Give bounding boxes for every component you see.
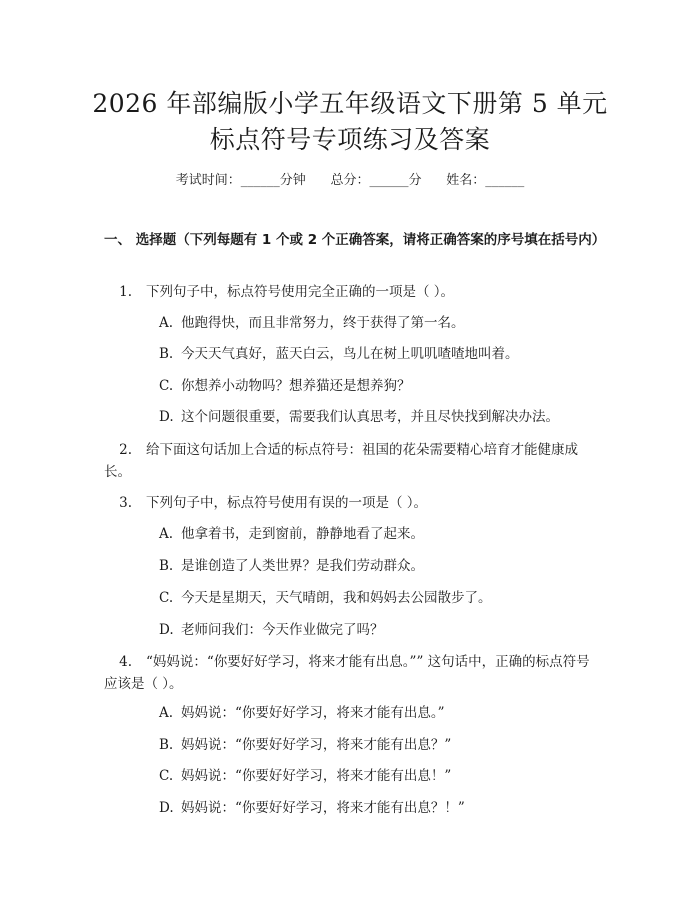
question-1-option-b	[159, 344, 599, 364]
option-letter: D.	[159, 409, 174, 425]
question-4-option-c	[159, 766, 599, 786]
question-4-option-b	[159, 735, 599, 755]
option-letter: D.	[159, 622, 174, 638]
option-letter: B.	[159, 346, 174, 362]
question-number: 2.	[119, 442, 132, 458]
option-letter: A.	[159, 705, 174, 721]
section-heading: 一、 选择题（下列每题有 1 个或 2 个正确答案，请将正确答案的序号填在括号内）	[104, 232, 606, 248]
option-text: 妈妈说：“你要好好学习，将来才能有出息。”	[181, 705, 445, 721]
question-3-option-d	[159, 620, 599, 640]
question-text: 给下面这句话加上合适的标点符号：祖国的花朵需要精心培育才能健康成长。	[104, 442, 578, 480]
option-letter: B.	[159, 737, 174, 753]
option-text: 今天是星期天，天气晴朗，我和妈妈去公园散步了。	[181, 590, 492, 606]
question-1-option-c	[159, 376, 599, 396]
question-number: 1.	[119, 284, 132, 300]
question-number: 3.	[119, 495, 132, 511]
question-text: 下列句子中，标点符号使用有误的一项是（ ）。	[146, 495, 428, 511]
option-letter: A.	[159, 526, 174, 542]
option-text: 是谁创造了人类世界？是我们劳动群众。	[181, 558, 424, 574]
exam-info-line: 考试时间：______分钟 总分：______分 姓名：______	[175, 173, 525, 188]
option-text: 他拿着书，走到窗前，静静地看了起来。	[181, 526, 424, 542]
option-letter: A.	[159, 315, 174, 331]
question-2	[104, 439, 600, 483]
document-title-line-1: 2026 年部编版小学五年级语文下册第 5 单元	[92, 89, 608, 118]
question-4-option-a	[159, 703, 599, 723]
option-letter: C.	[159, 378, 174, 394]
question-text: “妈妈说：“你要好好学习，将来才能有出息。”” 这句话中，正确的标点符号应该是（ ）。	[104, 654, 590, 692]
question-1	[104, 281, 600, 303]
option-text: 妈妈说：“你要好好学习，将来才能有出息？”	[181, 737, 452, 753]
question-3-option-a	[159, 524, 599, 544]
question-3-option-c	[159, 588, 599, 608]
question-4-option-d	[159, 798, 599, 818]
option-letter: D.	[159, 800, 174, 816]
option-text: 妈妈说：“你要好好学习，将来才能有出息？！”	[181, 800, 465, 816]
option-text: 这个问题很重要，需要我们认真思考，并且尽快找到解决办法。	[181, 409, 559, 425]
option-text: 老师问我们：今天作业做完了吗？	[181, 622, 384, 638]
option-letter: B.	[159, 558, 174, 574]
question-number: 4.	[119, 654, 132, 670]
question-text: 下列句子中，标点符号使用完全正确的一项是（ ）。	[146, 284, 455, 300]
document-title-line-2: 标点符号专项练习及答案	[209, 125, 491, 154]
question-3-option-b	[159, 556, 599, 576]
option-text: 你想养小动物吗？想养猫还是想养狗？	[181, 378, 411, 394]
option-text: 今天天气真好，蓝天白云，鸟儿在树上叽叽喳喳地叫着。	[181, 346, 519, 362]
option-text: 妈妈说：“你要好好学习，将来才能有出息！”	[181, 768, 452, 784]
option-text: 他跑得快，而且非常努力，终于获得了第一名。	[181, 315, 465, 331]
question-3	[104, 492, 600, 514]
question-1-option-a	[159, 313, 599, 333]
option-letter: C.	[159, 590, 174, 606]
option-letter: C.	[159, 768, 174, 784]
question-1-option-d	[159, 407, 599, 427]
question-4	[104, 651, 600, 695]
